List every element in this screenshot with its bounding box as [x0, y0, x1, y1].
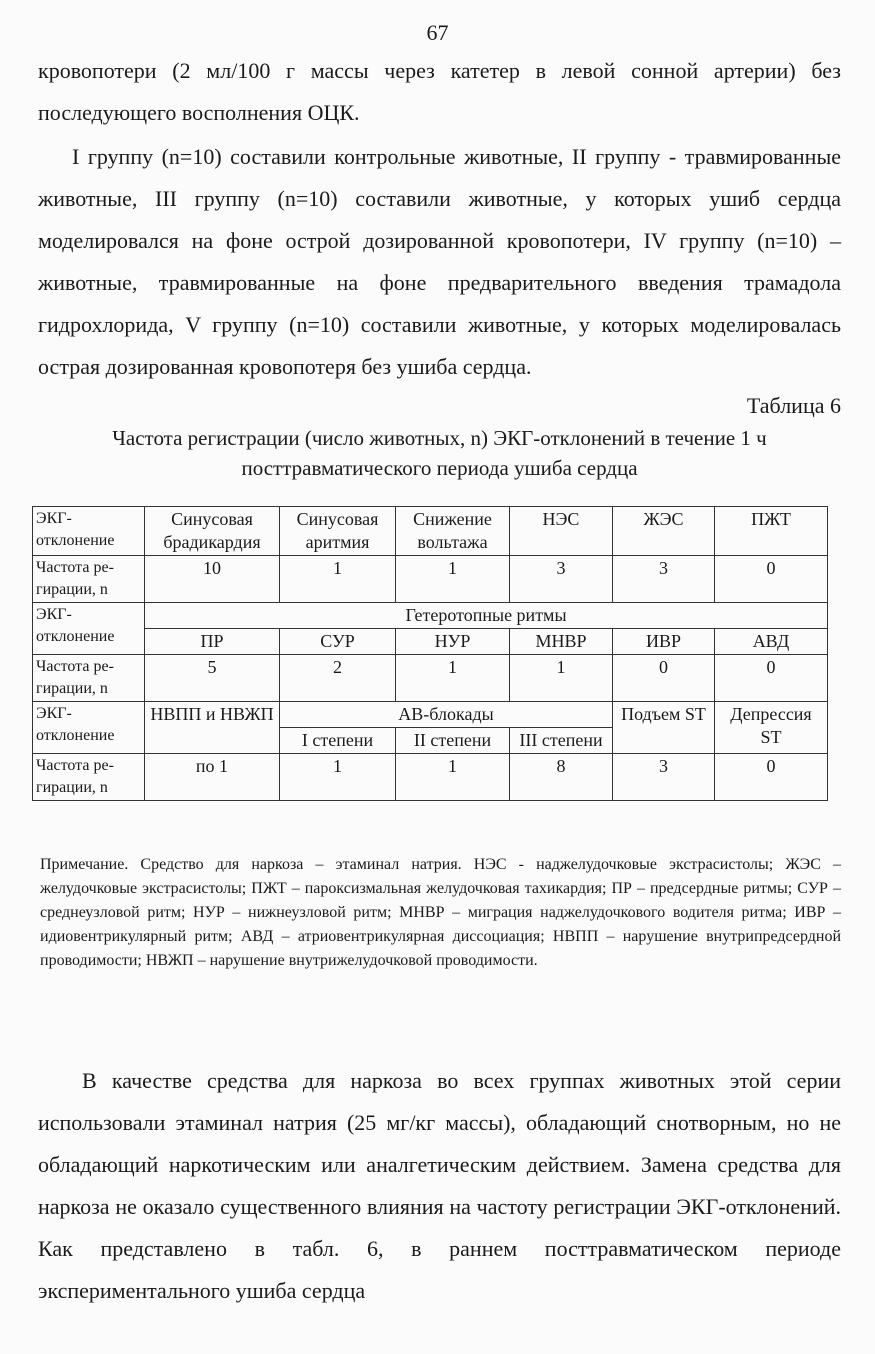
row-label: ЭКГ-отклонение: [33, 603, 145, 655]
table-header-cell: НЭС: [510, 507, 613, 556]
table-header-cell: ПР: [145, 629, 280, 655]
table-header-cell: Снижение вольтажа: [396, 507, 510, 556]
table-cell: 1: [396, 556, 510, 603]
table-header-cell: III степени: [510, 728, 613, 754]
table-row: [33, 754, 828, 801]
table-cell: 5: [145, 655, 280, 702]
paragraph-3: В качестве средства для наркоза во всех группах животных этой серии использовали этаминал натрия (25 мг/кг массы), обладающий снотворным, но не обладающий наркотическим или аналгетическим действием. Замена средства для наркоза не оказало существенного влияния на частоту регистрации ЭКГ-отклонений. Как представлено в табл. 6, в раннем посттравматическом периоде экспериментального ушиба сердца: [38, 1068, 841, 1303]
table-row: [33, 655, 828, 702]
row-label: ЭКГ-отклонение: [33, 702, 145, 754]
table-cell: 3: [510, 556, 613, 603]
table-row: [33, 603, 828, 629]
table-header-cell: СУР: [280, 629, 396, 655]
table-header-cell: II степени: [396, 728, 510, 754]
table-label: Таблица 6: [746, 393, 841, 418]
table-caption: Частота регистрации (число животных, n) ЭКГ-отклонений в течение 1 ч посттравматического периода ушиба сердца: [112, 426, 767, 480]
table-header-cell: АВД: [715, 629, 828, 655]
table-header-cell: НУР: [396, 629, 510, 655]
table-cell: 10: [145, 556, 280, 603]
table-cell: 0: [715, 655, 828, 702]
table-note: Примечание. Средство для наркоза – этаминал натрия. НЭС - наджелудочковые экстрасистолы; ЖЭС – желудочковые экстрасистолы; ПЖТ – пароксизмальная желудочковая тахикардия; ПР – предсердные ритмы; СУР – среднеузловой ритм; НУР – нижнеузловой ритм; МНВР – миграция наджелудочкового водителя ритма; ИВР – идиовентрикулярный ритм; АВД – атриовентрикулярная диссоциация; НВПП – нарушение внутрипредсердной проводимости; НВЖП – нарушение внутрижелудочковой проводимости.: [40, 856, 841, 969]
table-cell: 1: [280, 556, 396, 603]
table-header-cell: Синусовая брадикардия: [145, 507, 280, 556]
table-cell: 2: [280, 655, 396, 702]
paragraph-1: кровопотери (2 мл/100 г массы через катетер в левой сонной артерии) без последующего восполнения ОЦК.: [38, 58, 841, 125]
table-header-cell: I степени: [280, 728, 396, 754]
row-label: Частота ре-гирации, n: [33, 655, 145, 702]
table-cell: по 1: [145, 754, 280, 801]
table-header-cell: Подъем ST: [613, 702, 715, 754]
table-header-cell: ПЖТ: [715, 507, 828, 556]
table-header-cell: Депрессия ST: [715, 702, 828, 754]
row-label: Частота ре-гирации, n: [33, 754, 145, 801]
paragraph-2: I группу (n=10) составили контрольные животные, II группу - травмированные животные, III группу (n=10) составили животные, у которых ушиб сердца моделировался на фоне острой дозированной кровопотери, IV группу (n=10) – животные, травмированные на фоне предварительного введения трамадола гидрохлорида, V группу (n=10) составили животные, у которых моделировалась острая дозированная кровопотеря без ушиба сердца.: [38, 144, 841, 379]
table-cell: 1: [396, 754, 510, 801]
table-cell: 0: [715, 754, 828, 801]
row-label: ЭКГ-отклонение: [33, 507, 145, 556]
table-row: [33, 702, 828, 728]
table-cell: 8: [510, 754, 613, 801]
group-header: АВ-блокады: [280, 702, 613, 728]
table-cell: 1: [280, 754, 396, 801]
group-header: Гетеротопные ритмы: [145, 603, 828, 629]
table-header-cell: ИВР: [613, 629, 715, 655]
table-cell: 0: [613, 655, 715, 702]
table-header-cell: НВПП и НВЖП: [145, 702, 280, 754]
table-cell: 1: [396, 655, 510, 702]
table-cell: 3: [613, 754, 715, 801]
table-header-cell: Синусовая аритмия: [280, 507, 396, 556]
table-cell: 1: [510, 655, 613, 702]
table-cell: 0: [715, 556, 828, 603]
ecg-table: [32, 506, 828, 801]
table-row: [33, 629, 828, 655]
table-row: [33, 556, 828, 603]
table-header-cell: МНВР: [510, 629, 613, 655]
page-number: 67: [426, 20, 449, 45]
table-cell: 3: [613, 556, 715, 603]
table-row: [33, 507, 828, 556]
row-label: Частота ре-гирации, n: [33, 556, 145, 603]
table-header-cell: ЖЭС: [613, 507, 715, 556]
